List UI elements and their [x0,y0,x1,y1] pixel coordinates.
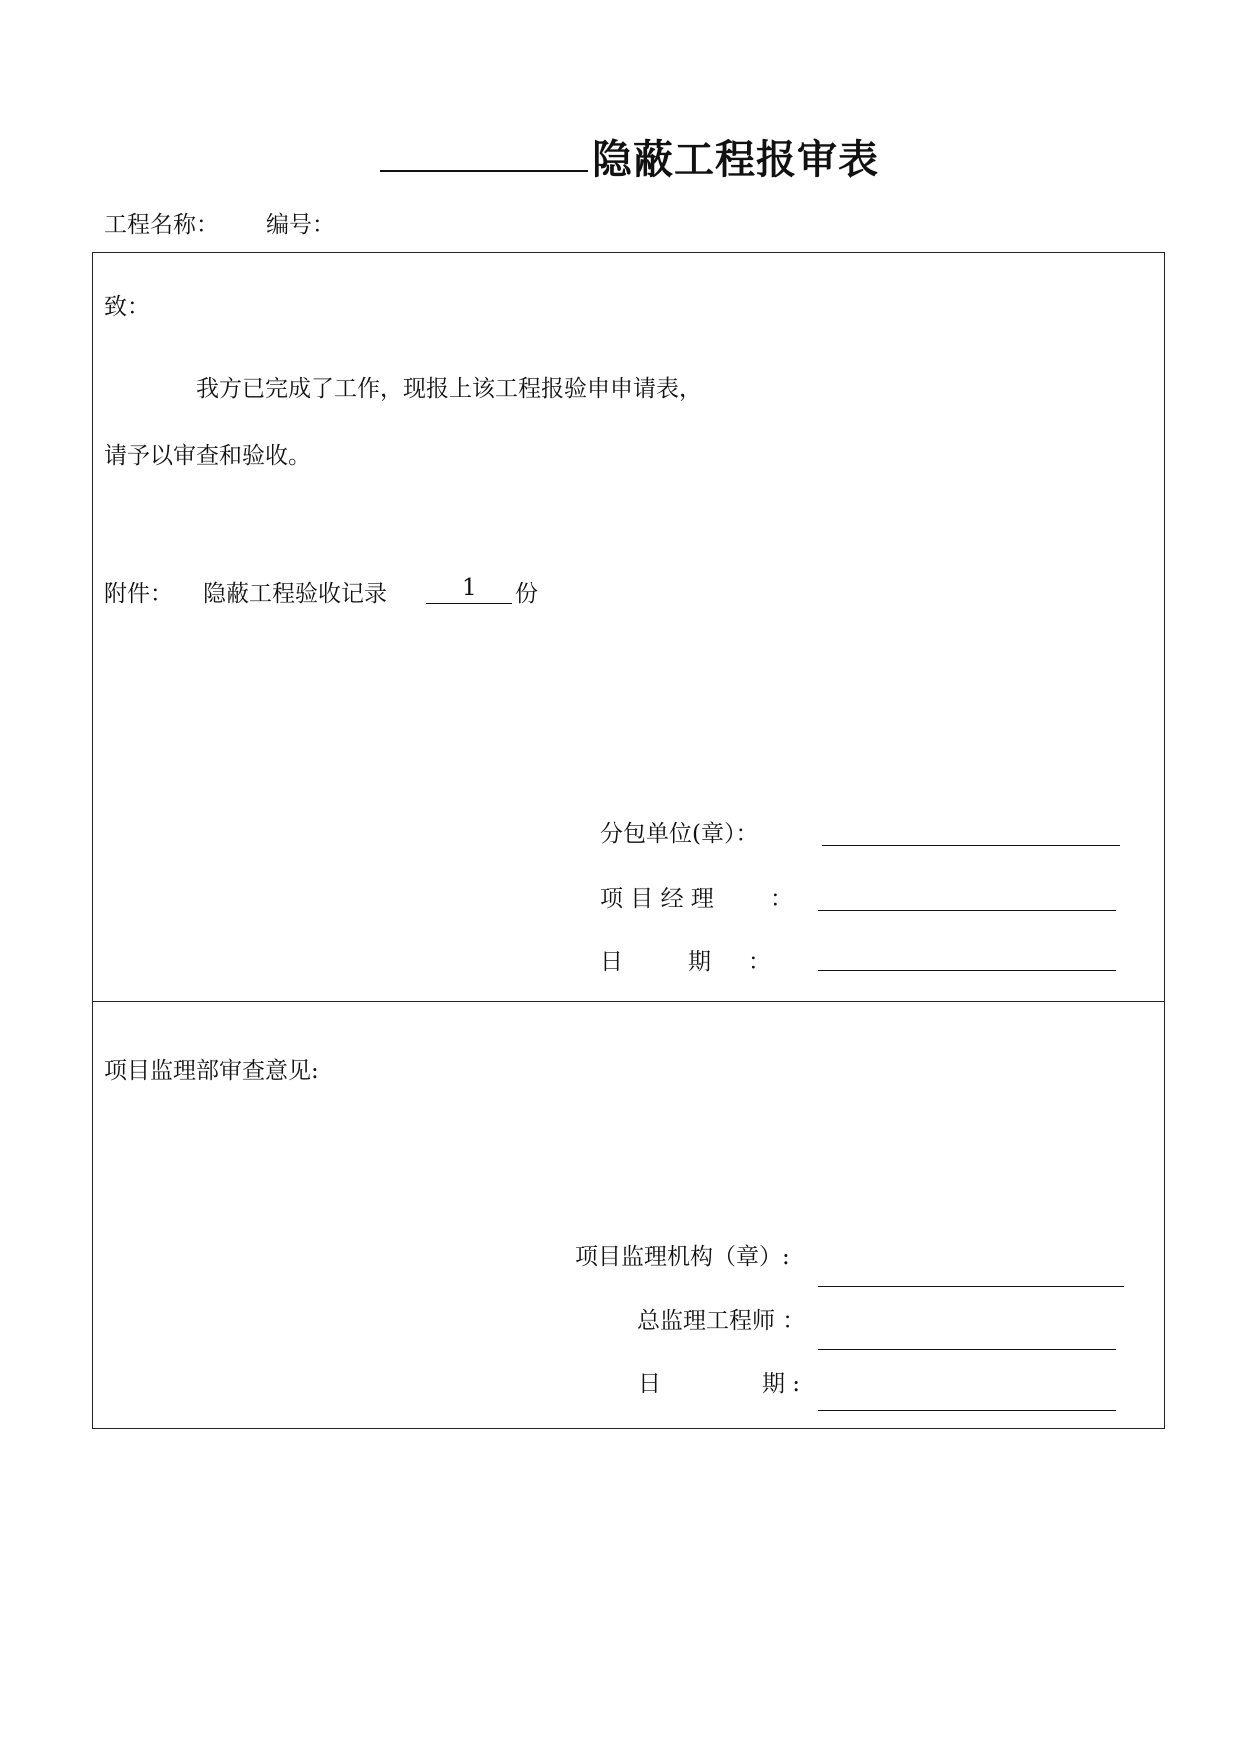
attachment-label: 附件： [104,581,173,607]
manager-label: 项 目 经 理 [600,886,714,912]
date-line-2 [818,1410,1116,1411]
subcontractor-signature-line [822,845,1120,846]
agency-label: 项目监理机构（章）: [575,1244,790,1270]
date-label-1a: 日 [600,949,623,975]
subcontractor-label: 分包单位(章）： [600,821,759,847]
page-title: 隐蔽工程报审表 [592,136,879,183]
attachment-copies-line [426,603,512,604]
manager-signature-line [818,910,1116,911]
attachment-unit: 份 [515,581,538,607]
date-label-1b: 期 [688,949,711,975]
attachment-name: 隐蔽工程验收记录 [203,581,387,607]
date-line-1 [818,970,1116,971]
to-label: 致： [104,294,150,320]
paragraph-line-2: 请予以审查和验收。 [104,443,311,469]
date-colon-1: ： [748,949,771,975]
attachment-copies: 1 [462,575,477,601]
paragraph-line-1: 我方已完成了工作，现报上该工程报验申申请表， [196,376,702,402]
project-name-label: 工程名称： [104,212,219,238]
number-label: 编号： [266,212,335,238]
date-label-2b: 期 : [762,1371,801,1397]
opinion-label: 项目监理部审查意见: [104,1058,319,1084]
date-label-2a: 日 [638,1371,661,1397]
agency-signature-line [818,1286,1124,1287]
title-blank-line [380,170,588,172]
manager-colon: ： [770,886,793,912]
chief-label: 总监理工程师 ： [637,1308,806,1334]
chief-signature-line [818,1349,1116,1350]
